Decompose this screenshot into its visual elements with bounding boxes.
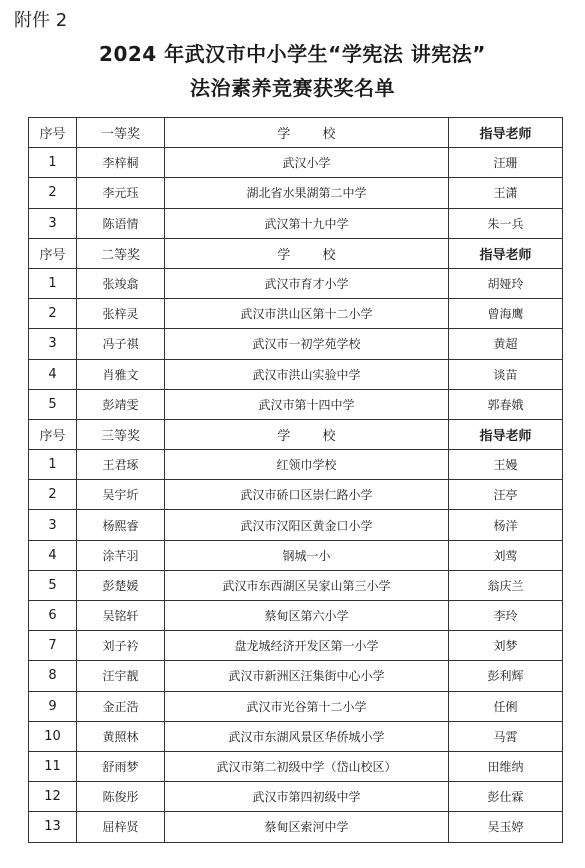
school-name: 武汉市育才小学 — [165, 268, 449, 298]
school-name: 蔡甸区索河中学 — [165, 812, 449, 842]
teacher-name: 黄超 — [449, 329, 563, 359]
student-name: 涂芊羽 — [77, 540, 165, 570]
column-header-school: 学 校 — [165, 118, 449, 148]
row-number: 13 — [29, 812, 77, 842]
student-name: 陈语情 — [77, 208, 165, 238]
teacher-name: 李玲 — [449, 601, 563, 631]
teacher-name: 谈苗 — [449, 359, 563, 389]
school-name: 武汉小学 — [165, 148, 449, 178]
row-number: 2 — [29, 480, 77, 510]
table-row — [29, 721, 563, 751]
table-row — [29, 178, 563, 208]
teacher-name: 郭春娥 — [449, 389, 563, 419]
section-header-row — [29, 419, 563, 449]
teacher-name: 翁庆兰 — [449, 570, 563, 600]
row-number: 4 — [29, 359, 77, 389]
table-row — [29, 570, 563, 600]
teacher-name: 汪珊 — [449, 148, 563, 178]
student-name: 金正浩 — [77, 691, 165, 721]
school-name: 湖北省水果湖第二中学 — [165, 178, 449, 208]
column-header-no: 序号 — [29, 118, 77, 148]
student-name: 屈梓贤 — [77, 812, 165, 842]
student-name: 黄照林 — [77, 721, 165, 751]
row-number: 2 — [29, 178, 77, 208]
student-name: 李元珏 — [77, 178, 165, 208]
teacher-name: 朱一兵 — [449, 208, 563, 238]
student-name: 王君琢 — [77, 450, 165, 480]
column-header-school: 学 校 — [165, 238, 449, 268]
award-level-header: 一等奖 — [77, 118, 165, 148]
row-number: 7 — [29, 631, 77, 661]
student-name: 刘子衿 — [77, 631, 165, 661]
table-row — [29, 450, 563, 480]
column-header-no: 序号 — [29, 238, 77, 268]
school-name: 盘龙城经济开发区第一小学 — [165, 631, 449, 661]
student-name: 肖雅文 — [77, 359, 165, 389]
row-number: 3 — [29, 208, 77, 238]
student-name: 张竣翕 — [77, 268, 165, 298]
table-row — [29, 359, 563, 389]
student-name: 李梓桐 — [77, 148, 165, 178]
student-name: 吴铭轩 — [77, 601, 165, 631]
student-name: 彭楚媛 — [77, 570, 165, 600]
row-number: 3 — [29, 510, 77, 540]
table-row — [29, 329, 563, 359]
table-row — [29, 510, 563, 540]
teacher-name: 彭仕霖 — [449, 782, 563, 812]
school-name: 武汉市东湖风景区华侨城小学 — [165, 721, 449, 751]
table-row — [29, 812, 563, 842]
school-name: 武汉市光谷第十二小学 — [165, 691, 449, 721]
student-name: 彭靖雯 — [77, 389, 165, 419]
award-level-header: 二等奖 — [77, 238, 165, 268]
school-name: 武汉市新洲区汪集街中心小学 — [165, 661, 449, 691]
student-name: 陈俊彤 — [77, 782, 165, 812]
row-number: 8 — [29, 661, 77, 691]
school-name: 武汉市汉阳区黄金口小学 — [165, 510, 449, 540]
row-number: 12 — [29, 782, 77, 812]
school-name: 武汉市第十四中学 — [165, 389, 449, 419]
school-name: 武汉市硚口区崇仁路小学 — [165, 480, 449, 510]
school-name: 蔡甸区第六小学 — [165, 601, 449, 631]
row-number: 10 — [29, 721, 77, 751]
row-number: 1 — [29, 148, 77, 178]
award-list-table — [28, 117, 563, 843]
school-name: 武汉市洪山区第十二小学 — [165, 299, 449, 329]
student-name: 杨熙睿 — [77, 510, 165, 540]
student-name: 冯子祺 — [77, 329, 165, 359]
document-title-line-1: 2024 年武汉市中小学生“学宪法 讲宪法” — [99, 42, 486, 66]
row-number: 11 — [29, 751, 77, 781]
column-header-teacher: 指导老师 — [449, 419, 563, 449]
column-header-teacher: 指导老师 — [449, 118, 563, 148]
row-number: 9 — [29, 691, 77, 721]
teacher-name: 刘梦 — [449, 631, 563, 661]
row-number: 4 — [29, 540, 77, 570]
teacher-name: 王嫚 — [449, 450, 563, 480]
school-name: 武汉第十九中学 — [165, 208, 449, 238]
teacher-name: 吴玉婷 — [449, 812, 563, 842]
table-row — [29, 268, 563, 298]
teacher-name: 王潇 — [449, 178, 563, 208]
teacher-name: 彭利辉 — [449, 661, 563, 691]
school-name: 武汉市东西湖区吴家山第三小学 — [165, 570, 449, 600]
table-row — [29, 148, 563, 178]
table-row — [29, 299, 563, 329]
award-level-header: 三等奖 — [77, 419, 165, 449]
teacher-name: 胡娅玲 — [449, 268, 563, 298]
row-number: 5 — [29, 389, 77, 419]
student-name: 汪宇靓 — [77, 661, 165, 691]
school-name: 武汉市洪山实验中学 — [165, 359, 449, 389]
table-row — [29, 782, 563, 812]
student-name: 张梓灵 — [77, 299, 165, 329]
table-row — [29, 540, 563, 570]
teacher-name: 汪亭 — [449, 480, 563, 510]
school-name: 武汉市第二初级中学（岱山校区） — [165, 751, 449, 781]
row-number: 2 — [29, 299, 77, 329]
row-number: 6 — [29, 601, 77, 631]
section-header-row — [29, 238, 563, 268]
column-header-school: 学 校 — [165, 419, 449, 449]
table-row — [29, 208, 563, 238]
teacher-name: 任俐 — [449, 691, 563, 721]
teacher-name: 马霄 — [449, 721, 563, 751]
row-number: 3 — [29, 329, 77, 359]
table-row — [29, 661, 563, 691]
attachment-label: 附件 2 — [14, 10, 68, 31]
table-row — [29, 631, 563, 661]
column-header-no: 序号 — [29, 419, 77, 449]
student-name: 吴宇圻 — [77, 480, 165, 510]
table-row — [29, 691, 563, 721]
student-name: 舒雨梦 — [77, 751, 165, 781]
school-name: 武汉市第四初级中学 — [165, 782, 449, 812]
table-row — [29, 751, 563, 781]
teacher-name: 杨洋 — [449, 510, 563, 540]
row-number: 1 — [29, 450, 77, 480]
row-number: 1 — [29, 268, 77, 298]
document-title-line-2: 法治素养竞赛获奖名单 — [190, 76, 395, 100]
column-header-teacher: 指导老师 — [449, 238, 563, 268]
table-row — [29, 480, 563, 510]
teacher-name: 曾海鹰 — [449, 299, 563, 329]
row-number: 5 — [29, 570, 77, 600]
teacher-name: 田维纳 — [449, 751, 563, 781]
school-name: 红领巾学校 — [165, 450, 449, 480]
school-name: 钢城一小 — [165, 540, 449, 570]
teacher-name: 刘莺 — [449, 540, 563, 570]
section-header-row — [29, 118, 563, 148]
school-name: 武汉市一初学苑学校 — [165, 329, 449, 359]
table-row — [29, 389, 563, 419]
table-row — [29, 601, 563, 631]
